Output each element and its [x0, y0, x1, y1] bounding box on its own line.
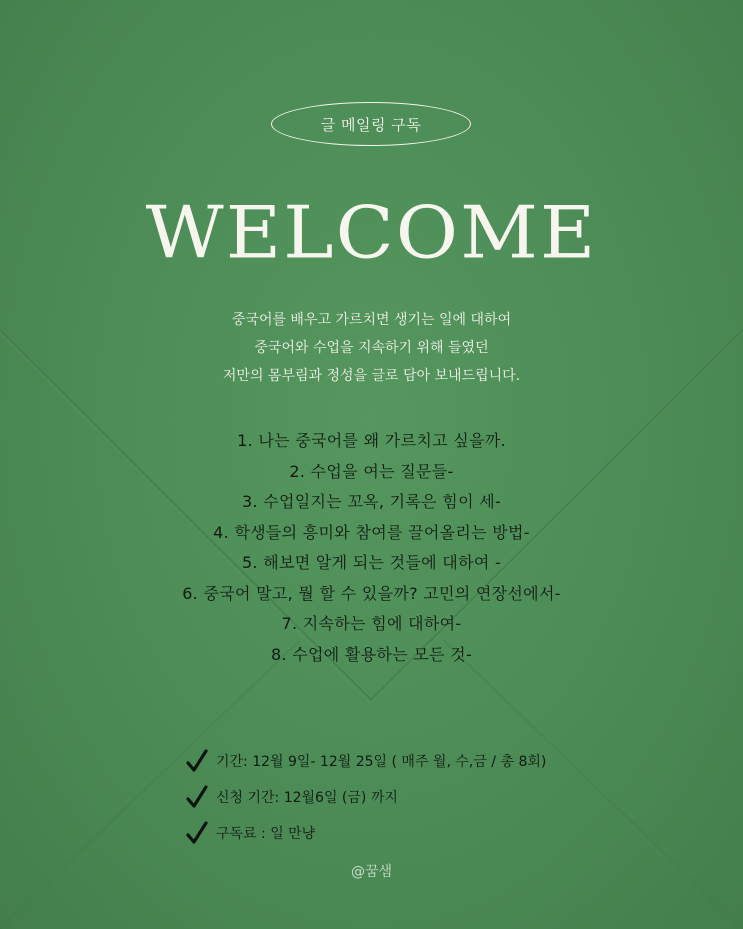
checkmark-icon [186, 821, 208, 845]
toc-item: 6. 중국어 말고, 뭘 할 수 있을까? 고민의 연장선에서- [182, 583, 561, 603]
subscribe-badge-label: 글 메일링 구독 [320, 115, 422, 134]
detail-application [186, 779, 546, 815]
toc-item: 5. 해보면 알게 되는 것들에 대하여 - [241, 553, 502, 572]
intro-line: 중국어와 수업을 지속하기 위해 들였던 [254, 340, 489, 356]
checkmark-icon [186, 785, 208, 809]
intro-text [0, 306, 743, 390]
toc-item: 8. 수업에 활용하는 모든 것- [270, 644, 473, 664]
toc-item: 7. 지속하는 힘에 대하여- [281, 614, 462, 633]
detail-period [186, 743, 546, 779]
intro-line: 저만의 몸부림과 정성을 글로 담아 보내드립니다. [222, 368, 521, 384]
toc-item: 2. 수업을 여는 질문들- [289, 461, 454, 481]
table-of-contents [0, 426, 743, 670]
intro-line: 중국어를 배우고 가르치면 생기는 일에 대하여 [231, 312, 512, 328]
welcome-headline: WELCOME [145, 190, 598, 275]
toc-item: 4. 학생들의 흥미와 참여를 끌어올리는 방법- [213, 522, 530, 542]
author-handle: @꿈샘 [350, 864, 393, 880]
subscription-details [186, 743, 546, 851]
toc-item: 1. 나는 중국어를 왜 가르치고 싶을까. [237, 431, 506, 450]
detail-text: 구독료 : 일 만냥 [216, 826, 316, 842]
subscribe-badge [271, 102, 471, 146]
detail-text: 기간: 12월 9일- 12월 25일 ( 매주 월, 수,금 / 총 8회) [216, 754, 547, 770]
toc-item: 3. 수업일지는 꼬옥, 기록은 힘이 세- [241, 492, 502, 511]
detail-fee [186, 815, 546, 851]
detail-text: 신청 기간: 12월6일 (금) 까지 [216, 790, 398, 806]
checkmark-icon [186, 749, 208, 773]
